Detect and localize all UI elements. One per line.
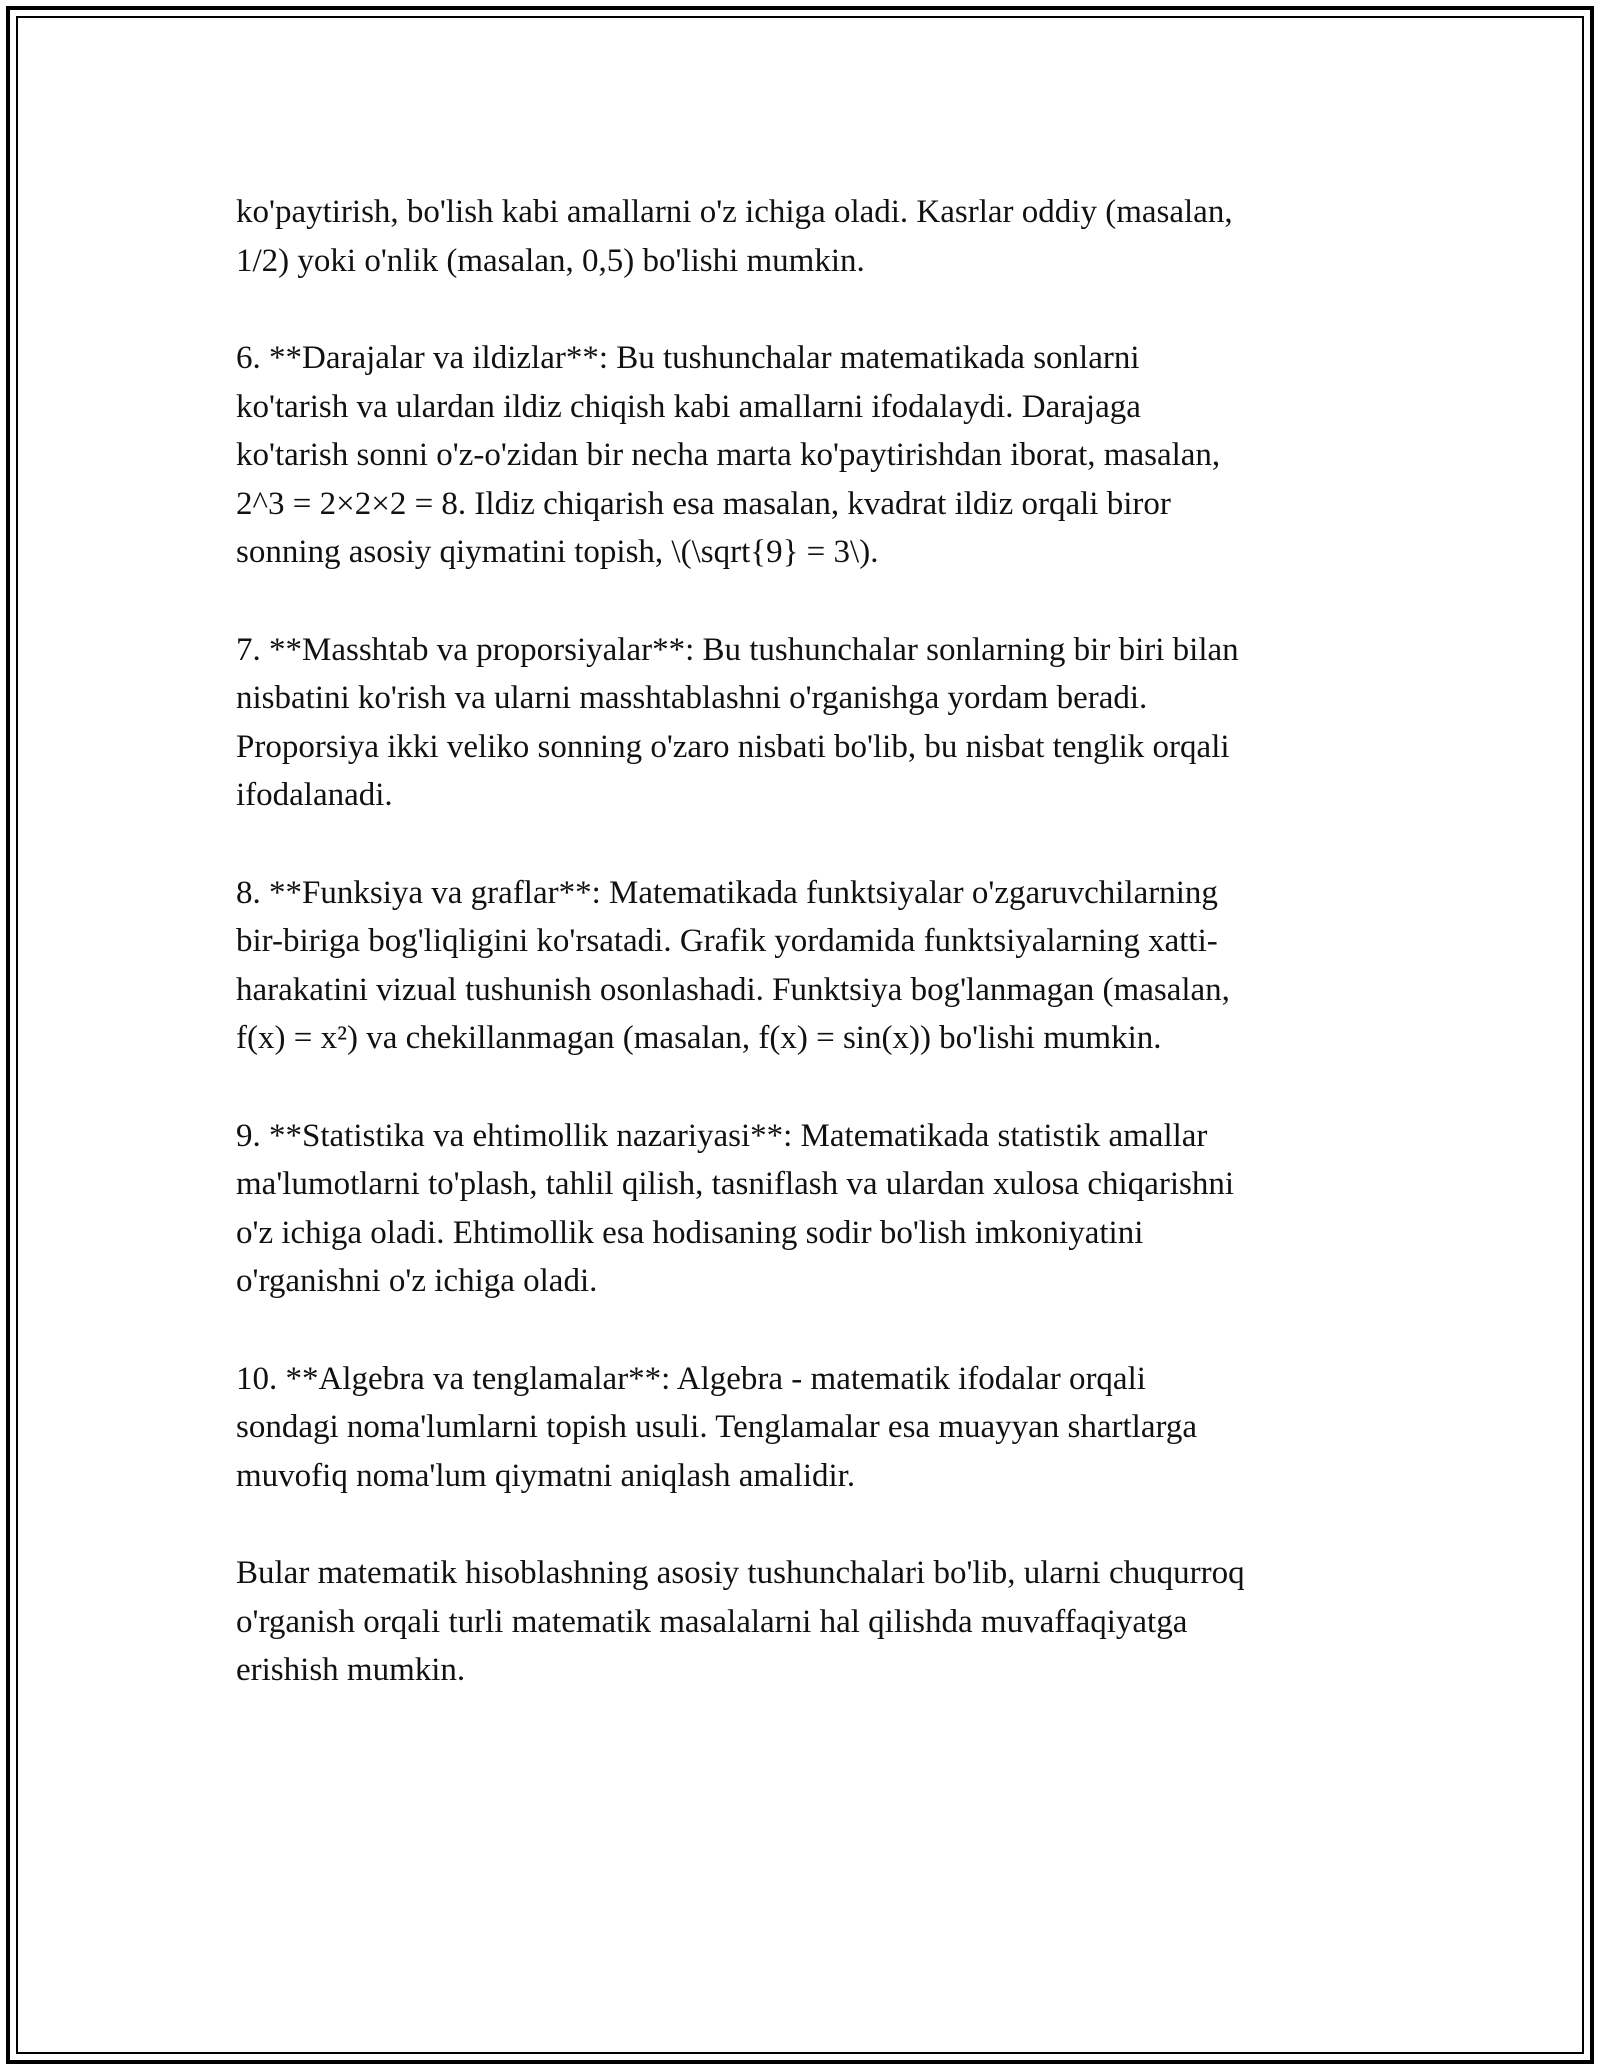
text-line: o'rganishni o'z ichiga oladi. bbox=[236, 1263, 598, 1299]
text-line: 1/2) yoki o'nlik (masalan, 0,5) bo'lishi mumkin. bbox=[236, 242, 865, 279]
text-line: ko'paytirish, bo'lish kabi amallarni o'z ichiga oladi. Kasrlar oddiy (masalan, bbox=[236, 194, 1233, 230]
text-line: erishish mumkin. bbox=[236, 1652, 466, 1688]
paragraph-fractions-continued bbox=[236, 188, 1366, 285]
text-line: Bular matematik hisoblashning asosiy tushunchalari bo'lib, ularni chuqurroq bbox=[236, 1555, 1245, 1591]
text-line: 9. **Statistika va ehtimollik nazariyasi**: Matematikada statistik amallar bbox=[236, 1117, 1208, 1154]
text-line: 6. **Darajalar va ildizlar**: Bu tushunchalar matematikada sonlarni bbox=[236, 340, 1140, 376]
paragraph-scale-proportions bbox=[236, 626, 1366, 820]
text-line: sonning asosiy qiymatini topish, \(\sqrt{9} = 3\). bbox=[236, 534, 879, 570]
text-line: 2^3 = 2×2×2 = 8. Ildiz chiqarish esa masalan, kvadrat ildiz orqali biror bbox=[236, 485, 1171, 522]
paragraph-functions-graphs bbox=[236, 869, 1366, 1063]
text-line: ma'lumotlarni to'plash, tahlil qilish, tasniflash va ulardan xulosa chiqarishni bbox=[236, 1166, 1235, 1202]
text-line: o'rganish orqali turli matematik masalalarni hal qilishda muvaffaqiyatga bbox=[236, 1603, 1188, 1640]
paragraph-conclusion bbox=[236, 1549, 1366, 1695]
text-line: 10. **Algebra va tenglamalar**: Algebra - matematik ifodalar orqali bbox=[236, 1360, 1146, 1397]
paragraph-statistics-probability bbox=[236, 1112, 1366, 1306]
text-line: o'z ichiga oladi. Ehtimollik esa hodisaning sodir bo'lish imkoniyatini bbox=[236, 1214, 1144, 1251]
text-line: nisbatini ko'rish va ularni masshtablashni o'rganishga yordam beradi. bbox=[236, 680, 1148, 716]
text-line: harakatini vizual tushunish osonlashadi. Funktsiya bog'lanmagan (masalan, bbox=[236, 971, 1230, 1008]
text-line: ko'tarish va ulardan ildiz chiqish kabi amallarni ifodalaydi. Darajaga bbox=[236, 388, 1141, 425]
document-body bbox=[236, 188, 1366, 1744]
paragraph-algebra-equations bbox=[236, 1355, 1366, 1501]
text-line: ifodalanadi. bbox=[236, 777, 393, 813]
text-line: Proporsiya ikki veliko sonning o'zaro nisbati bo'lib, bu nisbat tenglik orqali bbox=[236, 728, 1230, 765]
text-line: sondagi noma'lumlarni topish usuli. Tenglamalar esa muayyan shartlarga bbox=[236, 1409, 1198, 1445]
text-line: 8. **Funksiya va graflar**: Matematikada funktsiyalar o'zgaruvchilarning bbox=[236, 874, 1218, 911]
text-line: bir-biriga bog'liqligini ko'rsatadi. Grafik yordamida funktsiyalarning xatti- bbox=[236, 923, 1218, 959]
text-line: ko'tarish sonni o'z-o'zidan bir necha marta ko'paytirishdan iborat, masalan, bbox=[236, 437, 1221, 473]
text-line: 7. **Masshtab va proporsiyalar**: Bu tushunchalar sonlarning bir biri bilan bbox=[236, 631, 1239, 668]
paragraph-powers-roots bbox=[236, 334, 1366, 577]
text-line: muvofiq noma'lum qiymatni aniqlash amalidir. bbox=[236, 1457, 856, 1494]
text-line: f(x) = x²) va chekillanmagan (masalan, f(x) = sin(x)) bo'lishi mumkin. bbox=[236, 1020, 1162, 1056]
